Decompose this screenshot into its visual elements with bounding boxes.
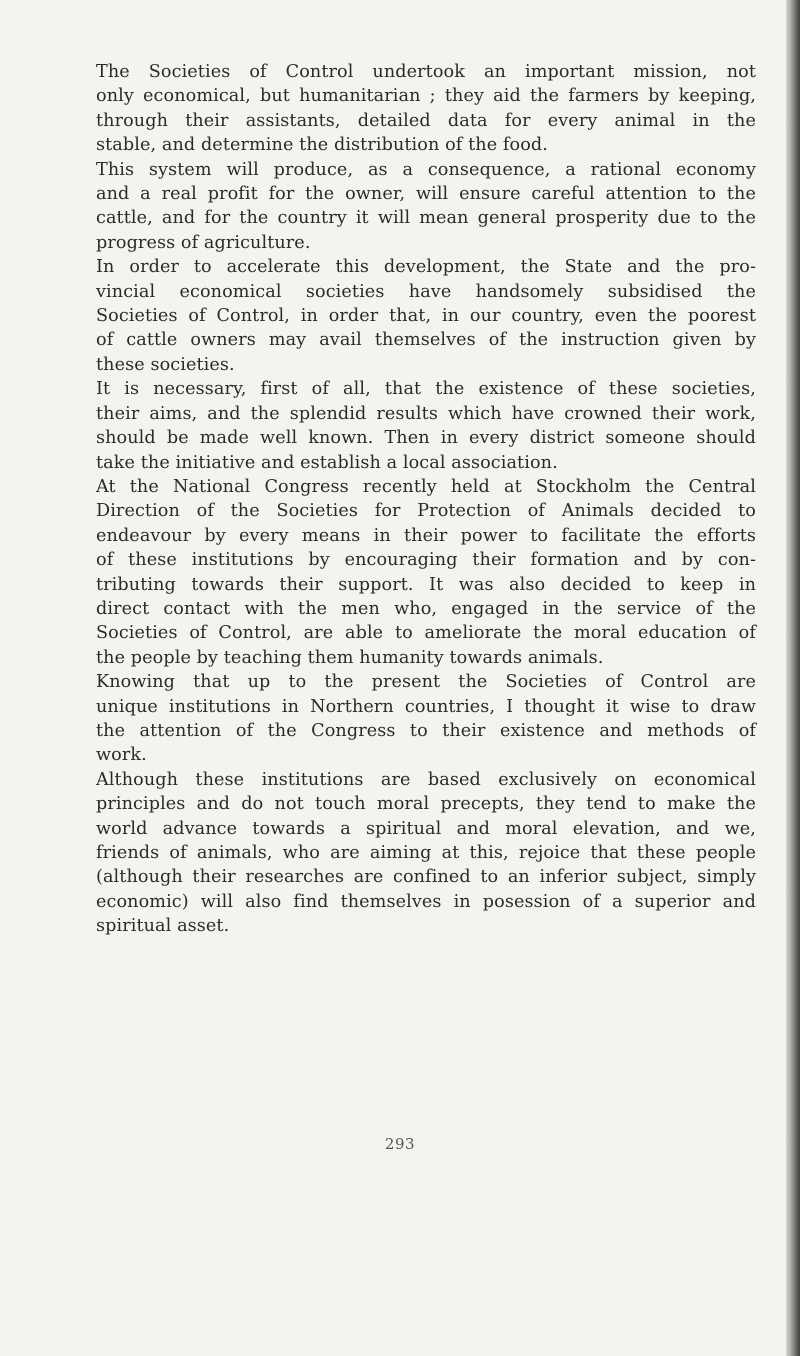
text-line: unique institutions in Northern countries, I thought it wise to draw: [96, 696, 756, 717]
text-line: principles and do not touch moral precepts, they tend to make the: [96, 794, 756, 815]
text-line: friends of animals, who are aiming at this, rejoice that these people: [96, 843, 756, 863]
text-line: (although their researches are confined to an inferior subject, simply: [96, 867, 756, 888]
paragraph: [96, 255, 756, 377]
text-line: The Societies of Control undertook an important mission, not: [96, 62, 756, 82]
text-line: Societies of Control, are able to ameliorate the moral education of: [96, 623, 756, 644]
text-line: stable, and determine the distribution of the food.: [96, 135, 548, 156]
text-line: vincial economical societies have handsomely subsidised the: [96, 281, 756, 302]
text-line: the people by teaching them humanity towards animals.: [96, 647, 604, 668]
text-line: work.: [96, 745, 147, 766]
paragraph: [96, 377, 756, 475]
text-line: of cattle owners may avail themselves of the instruction given by: [96, 330, 756, 351]
text-line: cattle, and for the country it will mean general prosperity due to the: [96, 208, 756, 229]
text-line: spiritual asset.: [96, 916, 230, 937]
paragraph: [96, 475, 756, 670]
text-line: tributing towards their support. It was also decided to keep in: [96, 574, 756, 595]
text-line: endeavour by every means in their power to facilitate the efforts: [96, 525, 756, 546]
text-line: In order to accelerate this development, the State and the pro-: [96, 257, 756, 278]
text-line: of these institutions by encouraging their formation and by con-: [96, 550, 756, 571]
text-line: and a real profit for the owner, will ensure careful attention to the: [96, 184, 756, 205]
paragraph: [96, 768, 756, 939]
text-line: their aims, and the splendid results which have crowned their work,: [96, 403, 756, 424]
body-text: [96, 60, 756, 939]
text-line: the attention of the Congress to their existence and methods of: [96, 720, 756, 741]
text-line: through their assistants, detailed data for every animal in the: [96, 110, 756, 131]
text-line: Although these institutions are based exclusively on economical: [96, 769, 756, 790]
text-line: economic) will also find themselves in posession of a superior and: [96, 891, 756, 912]
text-line: Direction of the Societies for Protection of Animals decided to: [96, 501, 756, 522]
text-line: take the initiative and establish a local association.: [96, 452, 558, 473]
text-line: direct contact with the men who, engaged in the service of the: [96, 598, 756, 619]
text-line: these societies.: [96, 354, 235, 375]
paragraph: [96, 60, 756, 158]
text-line: world advance towards a spiritual and moral elevation, and we,: [96, 818, 756, 839]
text-line: Societies of Control, in order that, in our country, even the poorest: [96, 306, 756, 327]
page-number: 293: [384, 1135, 416, 1153]
paragraph: [96, 158, 756, 256]
text-line: progress of agriculture.: [96, 232, 311, 253]
text-line: should be made well known. Then in every district someone should: [96, 428, 756, 449]
text-line: This system will produce, as a consequence, a rational economy: [96, 159, 756, 180]
text-line: It is necessary, first of all, that the existence of these societies,: [96, 379, 756, 400]
text-line: Knowing that up to the present the Societies of Control are: [96, 672, 756, 693]
text-line: only economical, but humanitarian ; they aid the farmers by keeping,: [96, 86, 756, 107]
text-line: At the National Congress recently held at Stockholm the Central: [96, 476, 756, 497]
paragraph: [96, 670, 756, 768]
